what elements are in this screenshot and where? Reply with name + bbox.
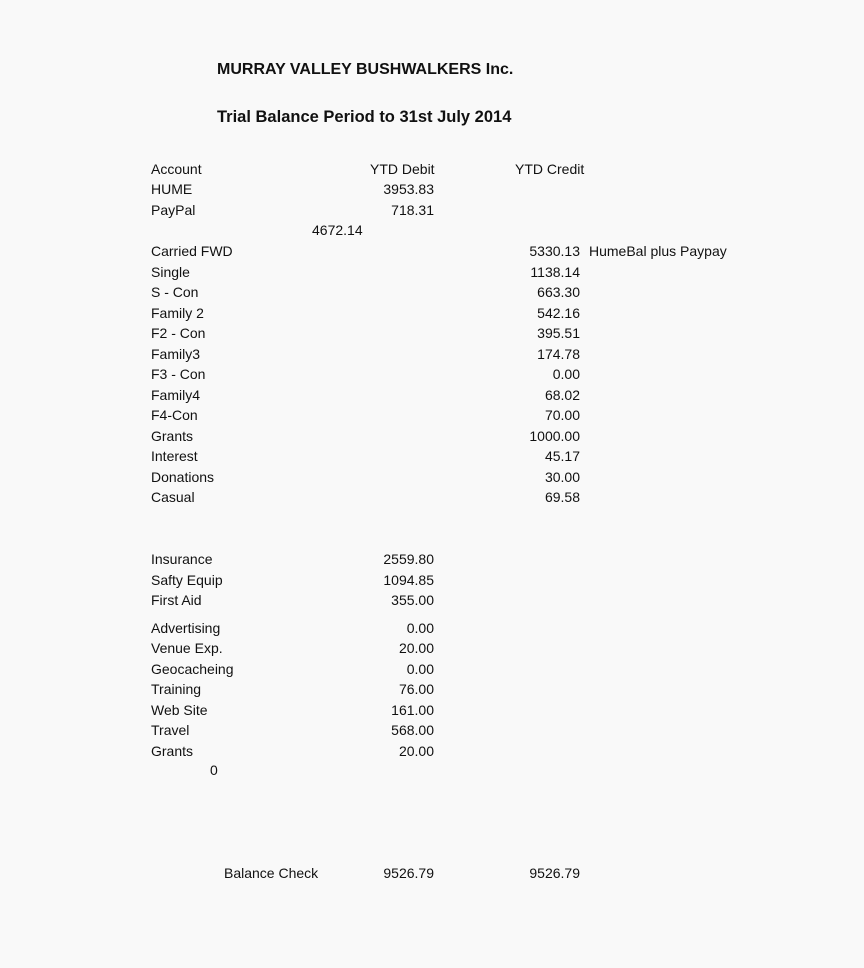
account-cell: Safty Equip bbox=[151, 572, 223, 588]
ledger-row bbox=[0, 590, 864, 610]
credit-cell: 30.00 bbox=[544, 469, 580, 485]
debit-cell: 161.00 bbox=[391, 702, 434, 718]
account-cell: Family3 bbox=[151, 346, 201, 362]
debit-cell: 0.00 bbox=[406, 661, 434, 677]
ledger-row bbox=[0, 638, 864, 658]
account-cell: Carried FWD bbox=[151, 243, 233, 259]
debit-cell: 76.00 bbox=[398, 681, 434, 697]
credit-cell: 542.16 bbox=[537, 305, 580, 321]
ledger-row bbox=[0, 426, 864, 446]
debit-cell: 2559.80 bbox=[383, 551, 434, 567]
debit-cell: 718.31 bbox=[391, 202, 434, 218]
ledger-row bbox=[0, 364, 864, 384]
document-title: MURRAY VALLEY BUSHWALKERS Inc. bbox=[217, 61, 514, 78]
ledger-row bbox=[0, 741, 864, 761]
ledger-row bbox=[0, 679, 864, 699]
document-subtitle: Trial Balance Period to 31st July 2014 bbox=[217, 108, 512, 126]
account-cell: Casual bbox=[151, 489, 195, 505]
stray-zero: 0 bbox=[210, 762, 218, 778]
debit-cell: 568.00 bbox=[391, 722, 434, 738]
balance-check-label: Balance Check bbox=[224, 865, 319, 881]
debit-cell: 20.00 bbox=[398, 640, 434, 656]
ledger-row bbox=[0, 618, 864, 638]
debit-cell: 20.00 bbox=[398, 743, 434, 759]
ledger-row bbox=[0, 720, 864, 740]
ledger-row bbox=[0, 241, 864, 261]
ledger-row bbox=[0, 659, 864, 679]
ledger-row bbox=[0, 200, 864, 220]
credit-cell: 69.58 bbox=[544, 489, 580, 505]
account-cell: Advertising bbox=[151, 620, 221, 636]
account-cell: Venue Exp. bbox=[151, 640, 223, 656]
table-header bbox=[0, 159, 864, 179]
debit-cell: 1094.85 bbox=[383, 572, 434, 588]
credit-cell: 45.17 bbox=[544, 448, 580, 464]
account-cell: Grants bbox=[151, 743, 194, 759]
note-cell: HumeBal plus Paypay bbox=[589, 243, 727, 259]
header-debit: YTD Debit bbox=[370, 161, 435, 177]
account-cell: F2 - Con bbox=[151, 325, 206, 341]
credit-cell: 663.30 bbox=[537, 284, 580, 300]
account-cell: Web Site bbox=[151, 702, 208, 718]
ledger-row bbox=[0, 487, 864, 507]
credit-cell: 5330.13 bbox=[529, 243, 580, 259]
account-cell: Donations bbox=[151, 469, 215, 485]
account-cell: Family 2 bbox=[151, 305, 204, 321]
ledger-row bbox=[0, 262, 864, 282]
ledger-row bbox=[0, 405, 864, 425]
ledger-row bbox=[0, 179, 864, 199]
ledger-row bbox=[0, 385, 864, 405]
account-cell: F3 - Con bbox=[151, 366, 206, 382]
account-cell: Family4 bbox=[151, 387, 201, 403]
ledger-row bbox=[0, 323, 864, 343]
credit-cell: 1000.00 bbox=[529, 428, 580, 444]
ledger-row bbox=[0, 446, 864, 466]
balance-check-debit: 9526.79 bbox=[383, 865, 434, 881]
debit-cell: 3953.83 bbox=[383, 181, 434, 197]
debit-subtotal: 4672.14 bbox=[312, 222, 363, 238]
account-cell: Geocacheing bbox=[151, 661, 234, 677]
account-cell: S - Con bbox=[151, 284, 199, 300]
debit-cell: 355.00 bbox=[391, 592, 434, 608]
account-cell: F4-Con bbox=[151, 407, 198, 423]
account-cell: HUME bbox=[151, 181, 193, 197]
ledger-row bbox=[0, 570, 864, 590]
ledger-row bbox=[0, 467, 864, 487]
credit-cell: 395.51 bbox=[537, 325, 580, 341]
ledger-row bbox=[0, 344, 864, 364]
ledger-row bbox=[0, 549, 864, 569]
ledger-row bbox=[0, 303, 864, 323]
account-cell: Travel bbox=[151, 722, 190, 738]
credit-cell: 174.78 bbox=[537, 346, 580, 362]
account-cell: Training bbox=[151, 681, 202, 697]
balance-check-credit: 9526.79 bbox=[529, 865, 580, 881]
header-credit: YTD Credit bbox=[515, 161, 585, 177]
ledger-row bbox=[0, 282, 864, 302]
credit-cell: 1138.14 bbox=[530, 264, 580, 280]
credit-cell: 70.00 bbox=[544, 407, 580, 423]
account-cell: Insurance bbox=[151, 551, 213, 567]
ledger-row bbox=[0, 700, 864, 720]
header-account: Account bbox=[151, 161, 202, 177]
debit-cell: 0.00 bbox=[406, 620, 434, 636]
credit-cell: 68.02 bbox=[544, 387, 580, 403]
account-cell: Single bbox=[151, 264, 190, 280]
account-cell: Interest bbox=[151, 448, 198, 464]
account-cell: PayPal bbox=[151, 202, 196, 218]
account-cell: First Aid bbox=[151, 592, 202, 608]
account-cell: Grants bbox=[151, 428, 194, 444]
credit-cell: 0.00 bbox=[552, 366, 580, 382]
